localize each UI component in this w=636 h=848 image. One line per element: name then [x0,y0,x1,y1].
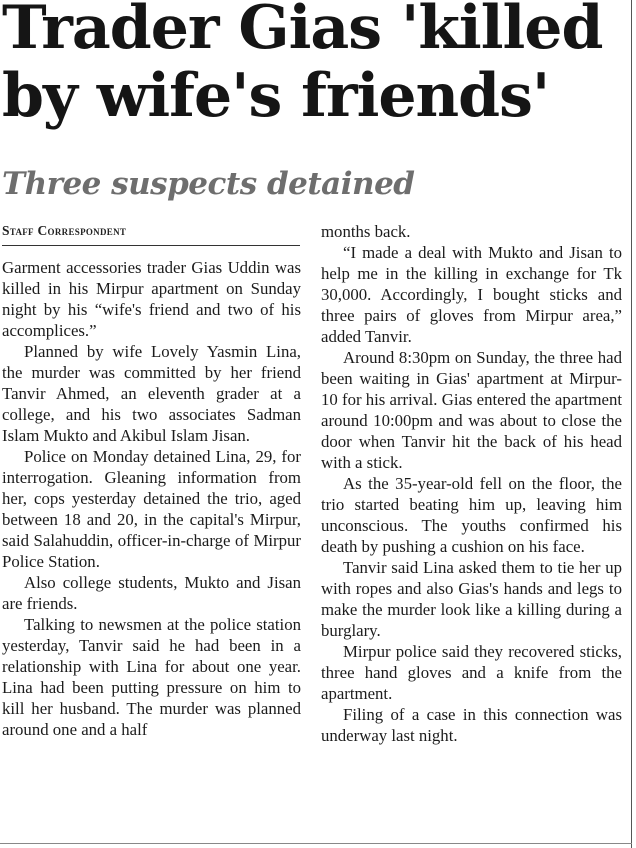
article-column-2 [321,221,622,746]
paragraph: Also college students, Mukto and Jisan are friends. [2,573,301,613]
page-edge-rule [631,0,632,848]
paragraph: Filing of a case in this connection was underway last night. [321,705,622,745]
subheadline: Three suspects detained [2,166,415,202]
paragraph: Planned by wife Lovely Yasmin Lina, the murder was committed by her friend Tanvir Ahmed, an eleventh grader at a college, and his two associates Sadman Islam Mukto and Akibul Islam Jisan. [2,342,301,445]
paragraph: “I made a deal with Mukto and Jisan to help me in the killing in exchange for Tk 30,000. Accordingly, I bought sticks and three pairs of gloves from Mirpur area,” added Tanvir. [321,243,622,346]
headline: Trader Gias 'killed by wife's friends' [2,0,603,131]
article-column-1 [2,257,301,740]
paragraph: As the 35-year-old fell on the floor, the trio started beating him up, leaving him unconscious. The youths confirmed his death by pushing a cushion on his face. [321,474,622,556]
paragraph: Around 8:30pm on Sunday, the three had been waiting in Gias' apartment at Mirpur-10 for his arrival. Gias entered the apartment around 10:00pm and was about to close the door when Tanvir hit the back of his head with a stick. [321,348,623,472]
page-bottom-rule [0,843,632,844]
paragraph: Talking to newsmen at the police station yesterday, Tanvir said he had been in a relationship with Lina for about one year. Lina had been putting pressure on him to kill her husband. The murder was planned around one and a half [2,615,301,739]
byline: Staff Correspondent [2,223,127,238]
paragraph: months back. [321,222,411,241]
paragraph: Garment accessories trader Gias Uddin was killed in his Mirpur apartment on Sunday night by his “wife's friend and two of his accomplices.” [2,258,301,340]
paragraph: Police on Monday detained Lina, 29, for interrogation. Gleaning information from her, cops yesterday detained the trio, aged between 18 and 20, in the capital's Mirpur, said Salahuddin, officer-in-charge of Mirpur Police Station. [2,447,301,571]
paragraph: Tanvir said Lina asked them to tie her up with ropes and also Gias's hands and legs to make the murder look like a killing during a burglary. [321,558,622,640]
paragraph: Mirpur police said they recovered sticks, three hand gloves and a knife from the apartment. [321,642,622,703]
byline-divider [2,245,300,246]
